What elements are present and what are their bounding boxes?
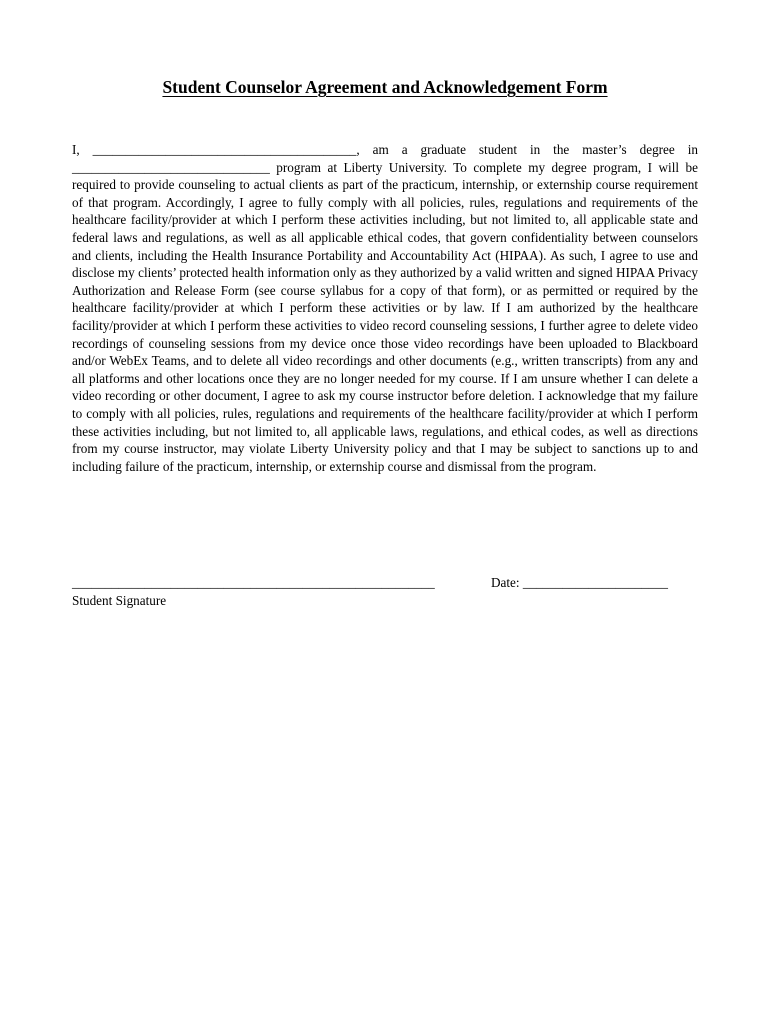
- date-line: Date: ______________________: [491, 575, 668, 590]
- agreement-paragraph: I, ________________________________________, am a graduate student in the master’s degree in ______________________________ program at Liberty University. To complete my degree program, I will be required to provide counseling to actual clients as part of the practicum, internship, or externship course requirement of that program. Accordingly, I agree to fully comply with all policies, rules, regulations and requirements of the healthcare facility/provider at which I perform these activities including, but not limited to, all applicable state and federal laws and regulations, as well as all applicable ethical codes, that govern confidentiality between counselors and clients, including the Health Insurance Portability and Accountability Act (HIPAA). As such, I agree to use and disclose my clients’ protected health information only as they authorized by a valid written and signed HIPAA Privacy Authorization and Release Form (see course syllabus for a copy of that form), or as permitted or required by the healthcare facility/provider at which I perform these activities or by law. If I am authorized by the healthcare facility/provider at which I perform these activities to video record counseling sessions, I further agree to delete video recordings of counseling sessions from my device once those video recordings have been uploaded to Blackboard and/or WebEx Teams, and to delete all video recordings and other documents (e.g., written transcripts) from any and all platforms and other locations once they are no longer needed for my course. If I am unsure whether I can delete a video recording or other document, I agree to ask my course instructor before deletion. I acknowledge that my failure to comply with all policies, rules, regulations and requirements of the healthcare facility/provider at which I perform these activities including, but not limited to, all applicable laws, regulations, and ethical codes, as well as directions from my course instructor, may violate Liberty University policy and that I may be subject to sanctions up to and including failure of the practicum, internship, or externship course and dismissal from the program.: [72, 142, 698, 474]
- signature-line: _______________________________________________________: [72, 575, 435, 590]
- form-title: Student Counselor Agreement and Acknowledgement Form: [162, 77, 608, 97]
- signature-label: Student Signature: [72, 593, 167, 608]
